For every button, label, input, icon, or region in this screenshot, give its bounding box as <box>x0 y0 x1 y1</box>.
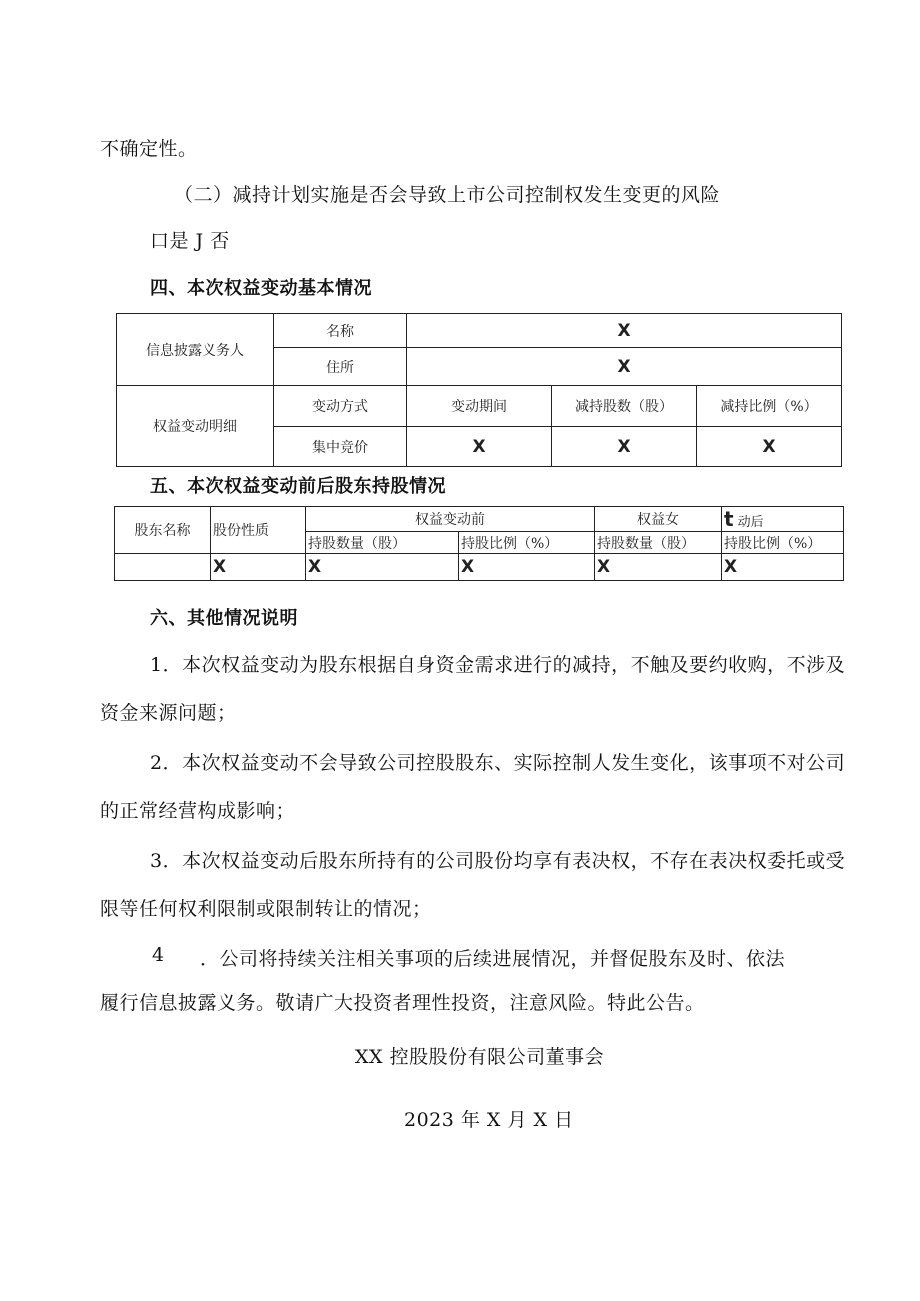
address-label: 住所 <box>274 348 407 386</box>
after-change-header-right <box>722 507 844 532</box>
note-2-line-2: 的正常经营构成影响； <box>100 800 296 822</box>
ratio-reduced-value: X <box>697 427 842 467</box>
shares-after-header: 持股数量（股） <box>595 532 722 554</box>
method-header: 变动方式 <box>274 386 407 427</box>
signature-company: XX 控股股份有限公司董事会 <box>355 1046 605 1068</box>
period-header: 变动期间 <box>407 386 552 427</box>
shares-before-value: X <box>306 554 459 581</box>
ratio-before-header: 持股比例（%） <box>459 532 595 554</box>
note-1-line-1: 1．本次权益变动为股东根据自身资金需求进行的减持，不触及要约收购，不涉及 <box>150 654 846 676</box>
note-3-line-2: 限等任何权利限制或限制转让的情况； <box>100 898 432 920</box>
note-4-number: 4 <box>152 944 165 966</box>
ratio-before-value: X <box>459 554 595 581</box>
note-3-line-1: 3．本次权益变动后股东所持有的公司股份均享有表决权，不存在表决权委托或受 <box>150 850 846 872</box>
note-4-line-2: 履行信息披露义务。敬请广大投资者理性投资，注意风险。特此公告。 <box>100 992 705 1014</box>
holder-value <box>115 554 211 581</box>
ratio-reduced-header: 减持比例（%） <box>697 386 842 427</box>
after-change-t: t <box>724 507 734 531</box>
section-heading-6: 六、其他情况说明 <box>150 608 298 629</box>
note-1-line-2: 资金来源问题； <box>100 702 237 724</box>
paragraph-uncertainty: 不确定性。 <box>100 138 198 160</box>
period-value: X <box>407 427 552 467</box>
shares-after-value: X <box>595 554 722 581</box>
method-value: 集中竞价 <box>274 427 407 467</box>
discloser-label: 信息披露义务人 <box>117 314 274 386</box>
note-2-line-1: 2．本次权益变动不会导致公司控股股东、实际控制人发生变化，该事项不对公司 <box>150 752 846 774</box>
shares-reduced-value: X <box>552 427 697 467</box>
note-4-line-1: ．公司将持续关注相关事项的后续进展情况，并督促股东及时、依法 <box>200 948 786 970</box>
shares-reduced-header: 减持股数（股） <box>552 386 697 427</box>
shareholding-before-after-table <box>114 506 844 581</box>
equity-change-basic-table <box>116 313 842 467</box>
shares-before-header: 持股数量（股） <box>306 532 459 554</box>
paragraph-checkbox-answer: 口是 J 否 <box>150 230 230 252</box>
name-label: 名称 <box>274 314 407 348</box>
after-change-header-left: 权益女 <box>595 507 722 532</box>
change-detail-label: 权益变动明细 <box>117 386 274 467</box>
nature-value: X <box>211 554 306 581</box>
nature-header: 股份性质 <box>211 507 306 554</box>
name-value: X <box>407 314 842 348</box>
after-change-suffix: 动后 <box>737 515 764 530</box>
paragraph-control-risk: （二）减持计划实施是否会导致上市公司控制权发生变更的风险 <box>174 184 721 206</box>
signature-date: 2023 年 X 月 X 日 <box>404 1109 574 1131</box>
section-heading-5: 五、本次权益变动前后股东持股情况 <box>150 476 446 497</box>
holder-header: 股东名称 <box>115 507 211 554</box>
ratio-after-value: X <box>722 554 844 581</box>
section-heading-4: 四、本次权益变动基本情况 <box>150 278 372 299</box>
address-value: X <box>407 348 842 386</box>
ratio-after-header: 持股比例（%） <box>722 532 844 554</box>
before-change-header: 权益变动前 <box>306 507 595 532</box>
